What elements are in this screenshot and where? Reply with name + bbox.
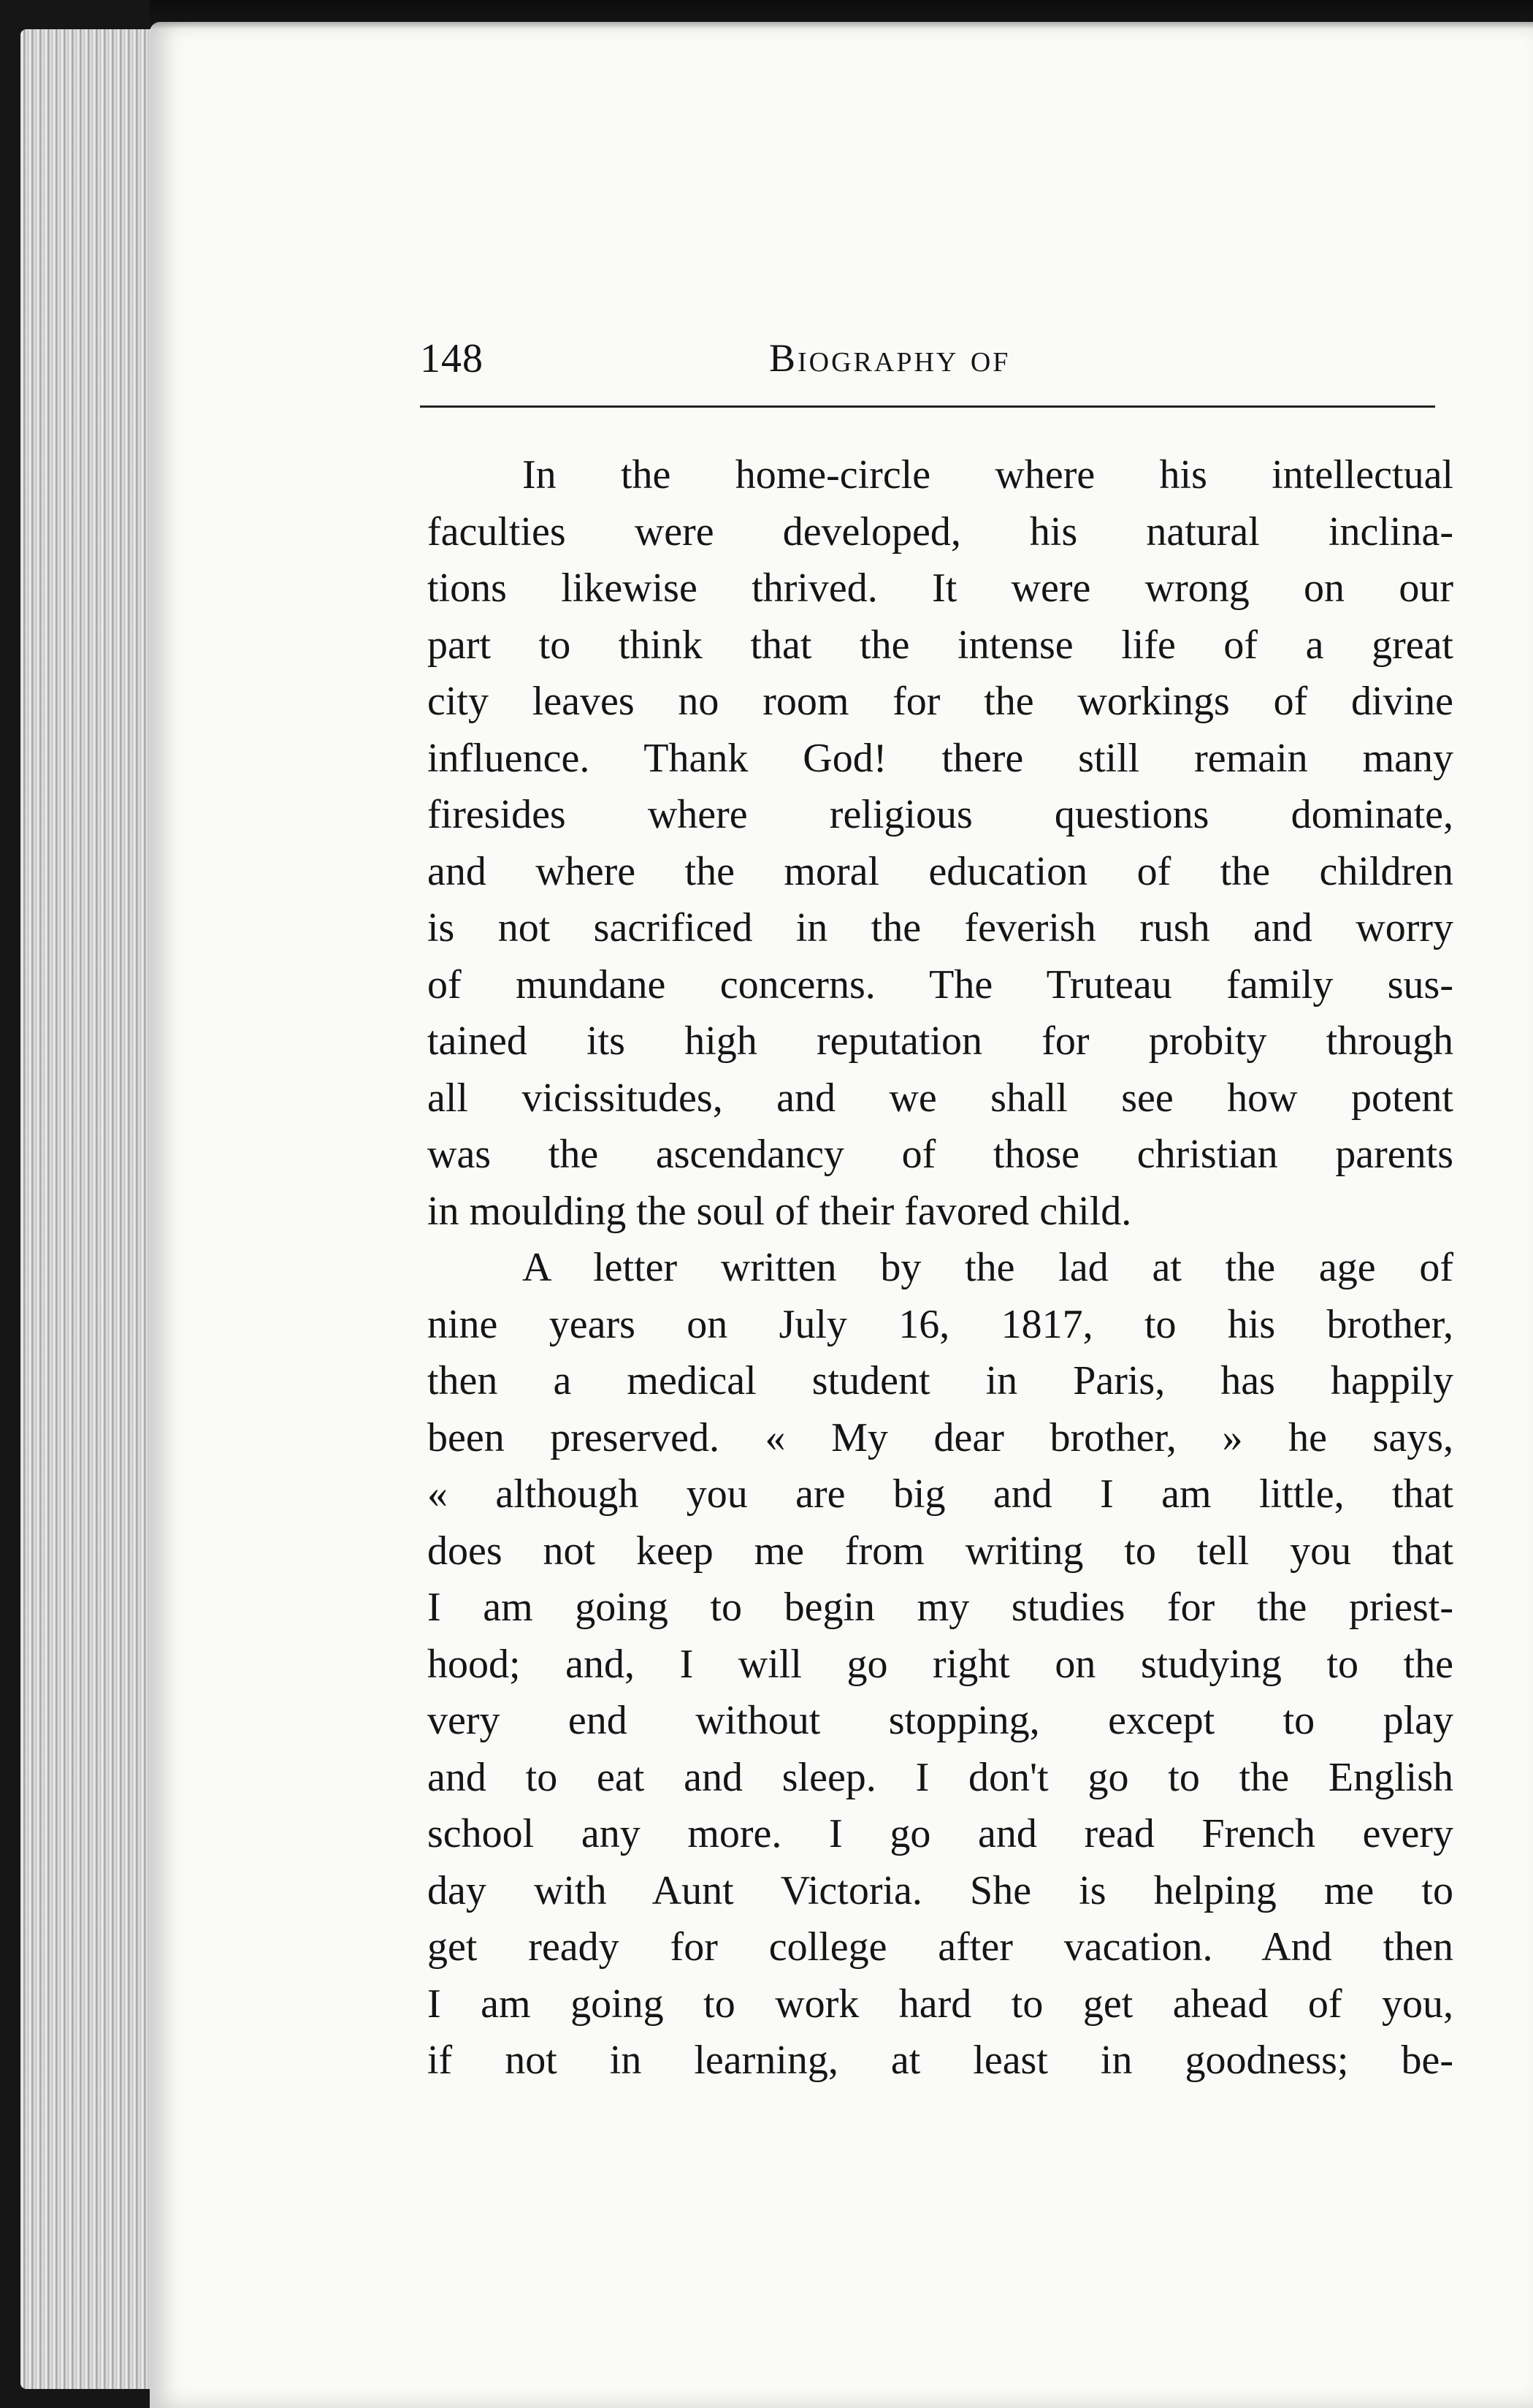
text-line: was the ascendancy of those christian parents [427,1132,1453,1177]
text-line: all vicissitudes, and we shall see how potent [427,1075,1453,1121]
header-rule [420,405,1435,408]
text-line: and where the moral education of the children [427,848,1453,894]
text-line: does not keep me from writing to tell you that [427,1528,1453,1574]
text-line: influence. Thank God! there still remain many [427,735,1453,781]
text-line: and to eat and sleep. I don't go to the English [427,1754,1453,1800]
text-line: In the home-circle where his intellectual [522,452,1453,498]
book-page-edges [20,29,159,2389]
text-line: very end without stopping, except to play [427,1698,1453,1743]
text-line: faculties were developed, his natural inclina- [427,508,1453,555]
running-head: Biography of [769,336,1011,380]
paragraph-1 [427,447,1453,1240]
page-header [420,325,1446,405]
page-number: 148 [420,336,483,381]
text-line: I am going to work hard to get ahead of you, [427,1981,1453,2027]
paragraph-2 [427,1240,1453,2089]
text-line: tions likewise thrived. It were wrong on our [427,565,1453,611]
text-line: get ready for college after vacation. And then [427,1924,1453,1970]
text-line: been preserved. « My dear brother, » he says, [427,1414,1453,1460]
text-line: then a medical student in Paris, has happily [427,1358,1453,1403]
text-line: firesides where religious questions dominate, [427,792,1453,837]
text-line: nine years on July 16, 1817, to his brother, [427,1301,1453,1347]
text-line: if not in learning, at least in goodness; be- [427,2038,1453,2083]
text-line: school any more. I go and read French every [427,1811,1453,1856]
text-line: is not sacrificed in the feverish rush and worry [427,905,1453,950]
text-line: « although you are big and I am little, that [427,1471,1453,1517]
text-line: hood; and, I will go right on studying to the [427,1641,1453,1687]
text-line: day with Aunt Victoria. She is helping me to [427,1867,1453,1913]
text-line: city leaves no room for the workings of divine [427,679,1453,724]
body-text [427,447,1453,2089]
top-shadow [150,0,1533,29]
text-line: of mundane concerns. The Truteau family sus- [427,961,1453,1007]
text-line: A letter written by the lad at the age of [522,1245,1453,1290]
text-line: tained its high reputation for probity through [427,1018,1453,1064]
text-line: part to think that the intense life of a great [427,622,1453,668]
text-line: in moulding the soul of their favored child. [427,1188,1132,1234]
text-line: I am going to begin my studies for the priest- [427,1585,1453,1630]
